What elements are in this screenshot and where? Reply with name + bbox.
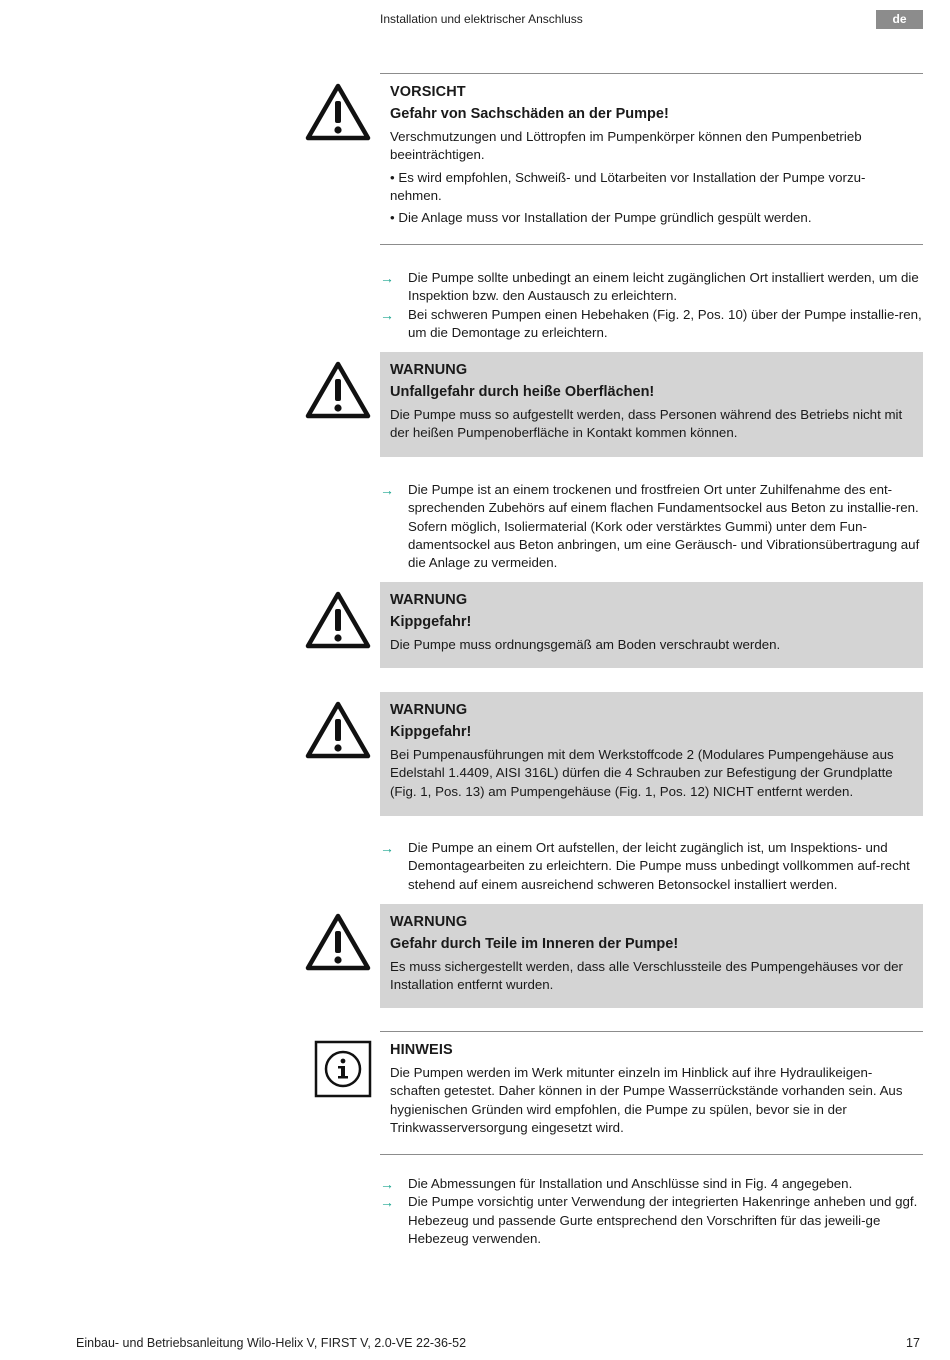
footer-document-title: Einbau- und Betriebsanleitung Wilo-Helix V, FIRST V, 2.0-VE 22-36-52 <box>76 1336 467 1350</box>
instruction-item <box>380 306 923 343</box>
block-paragraph: Bei Pumpenausführungen mit dem Werkstoffcode 2 (Modulares Pumpengehäuse aus Edelstahl 1.4409, AISI 316L) dürfen die 4 Schrauben zur Befestigung der Grundplatte (Fig. 1, Pos. 13) am Pumpengehäuse (Fig. 1, Pos. 12) NICHT entfernt werden. <box>390 747 894 799</box>
warning-triangle-icon <box>304 912 372 972</box>
warning-triangle-icon <box>304 590 372 650</box>
arrow-right-icon: → <box>380 270 394 286</box>
signal-word: HINWEIS <box>390 1042 453 1058</box>
block-paragraph: Die Pumpe muss so aufgestellt werden, dass Personen während des Betriebs nicht mit der heißen Pumpenoberfläche in Kontakt kommen können. <box>390 407 903 441</box>
hazard-title: Kippgefahr! <box>390 614 472 630</box>
info-icon <box>314 1040 372 1098</box>
instruction-text: Die Pumpe an einem Ort aufstellen, der leicht zugänglich ist, um Inspektions- und Demontagearbeiten zu erleichtern. Die Pumpe muss unbedingt vollkommen auf-recht stehend auf einem ausreichend schweren Betonsockel installiert werden. <box>408 840 910 892</box>
warning-triangle-icon <box>304 360 372 420</box>
instruction-item <box>380 1193 923 1248</box>
arrow-right-icon: → <box>380 840 394 856</box>
hazard-title: Kippgefahr! <box>390 724 472 740</box>
running-header: Installation und elektrischer Anschluss <box>380 12 583 26</box>
notice-block <box>380 1031 923 1155</box>
signal-word: WARNUNG <box>390 362 468 378</box>
instruction-list <box>380 839 923 894</box>
arrow-right-icon: → <box>380 482 394 498</box>
instruction-item <box>380 1175 923 1193</box>
signal-word: VORSICHT <box>390 84 466 100</box>
block-paragraph: Es muss sichergestellt werden, dass alle Verschlussteile des Pumpengehäuses vor der Installation entfernt wurden. <box>390 959 903 993</box>
warning-block <box>380 582 923 668</box>
signal-word: WARNUNG <box>390 702 468 718</box>
block-bullet: • Es wird empfohlen, Schweiß- und Lötarbeiten vor Installation der Pumpe vorzu-nehmen. <box>390 169 866 203</box>
warning-block <box>380 904 923 1008</box>
warning-triangle-icon <box>304 82 372 142</box>
signal-word: WARNUNG <box>390 914 468 930</box>
block-paragraph: Verschmutzungen und Löttropfen im Pumpenkörper können den Pumpenbetrieb beeinträchtigen. <box>390 129 862 163</box>
arrow-right-icon: → <box>380 1194 394 1211</box>
instruction-item <box>380 839 923 894</box>
instruction-text: Die Pumpe ist an einem trockenen und frostfreien Ort unter Zuhilfenahme des ent-sprechenden Zubehörs auf einem flachen Fundamentsockel aus Beton zu installie-ren. Sofern möglich, Isoliermaterial (Kork oder verstärktes Gummi) unter dem Fun-damentsockel aus Beton anbringen, um eine Geräusch- und Vibrationsübertragung auf die Anlage zu vermeiden. <box>408 482 920 571</box>
language-badge: de <box>876 10 923 29</box>
instruction-list <box>380 481 923 572</box>
hazard-title: Gefahr durch Teile im Inneren der Pumpe! <box>390 936 679 952</box>
hazard-title: Unfallgefahr durch heiße Oberflächen! <box>390 384 655 400</box>
arrow-right-icon: → <box>380 1176 394 1192</box>
instruction-item <box>380 481 923 572</box>
instruction-text: Bei schweren Pumpen einen Hebehaken (Fig. 2, Pos. 10) über der Pumpe installie-ren, um die Demontage zu erleichtern. <box>408 306 922 340</box>
block-paragraph: Die Pumpe muss ordnungsgemäß am Boden verschraubt werden. <box>390 637 781 652</box>
instruction-list <box>380 269 923 342</box>
page-number: 17 <box>906 1336 920 1350</box>
warning-triangle-icon <box>304 700 372 760</box>
signal-word: WARNUNG <box>390 592 468 608</box>
instruction-text: Die Abmessungen für Installation und Anschlüsse sind in Fig. 4 angegeben. <box>408 1176 853 1191</box>
instruction-item <box>380 269 923 306</box>
caution-block <box>380 73 923 245</box>
instruction-text: Die Pumpe vorsichtig unter Verwendung der integrierten Hakenringe anheben und ggf. Hebezeug und passende Gurte entsprechend den Vorschriften für das jeweili-ge Hebezeug verwenden. <box>408 1194 918 1246</box>
instruction-list <box>380 1175 923 1248</box>
warning-block <box>380 692 923 816</box>
arrow-right-icon: → <box>380 306 394 323</box>
instruction-text: Die Pumpe sollte unbedingt an einem leicht zugänglichen Ort installiert werden, um die Inspektion bzw. den Austausch zu erleichtern. <box>408 270 919 304</box>
warning-block <box>380 352 923 457</box>
block-paragraph: Die Pumpen werden im Werk mitunter einzeln im Hinblick auf ihre Hydraulikeigen-schaften getestet. Daher können in der Pumpe Wasserrückstände vorhanden sein. Aus hygienischen Gründen wird empfohlen, die Pumpe zu spülen, bevor sie in der Trinkwasserversorgung eingesetzt wird. <box>390 1065 903 1135</box>
block-bullet: • Die Anlage muss vor Installation der Pumpe gründlich gespült werden. <box>390 210 812 226</box>
hazard-title: Gefahr von Sachschäden an der Pumpe! <box>390 106 669 122</box>
